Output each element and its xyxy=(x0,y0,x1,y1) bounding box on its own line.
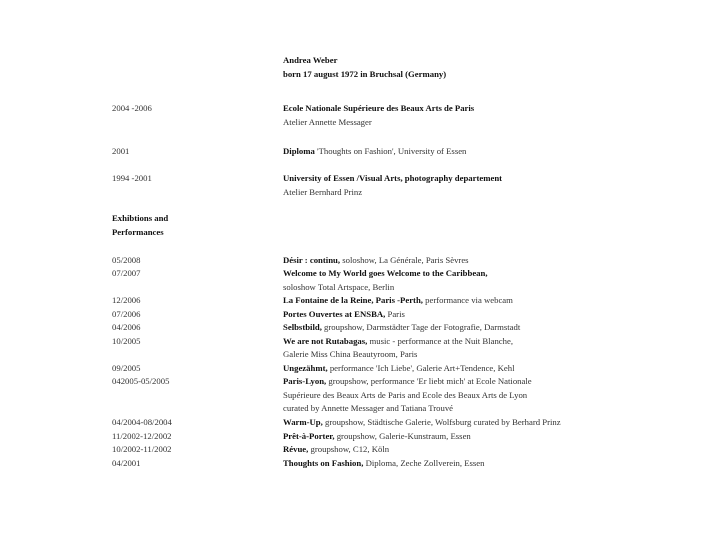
exhibition-date: 05/2008 xyxy=(112,255,141,265)
entry-date: 2004 -2006 xyxy=(112,103,152,113)
exhibition-date: 10/2002-11/2002 xyxy=(112,444,172,454)
exhibition-entry: Warm-Up, groupshow, Städtische Galerie, Wolfsburg curated by Berhard Prinz xyxy=(283,417,561,427)
exhibition-date: 04/2006 xyxy=(112,322,141,332)
exhibition-entry: Révue, groupshow, C12, Köln xyxy=(283,444,390,454)
entry-title: University of Essen /Visual Arts, photography departement xyxy=(283,173,503,183)
exhibition-entry: Prêt-à-Porter, groupshow, Galerie-Kunstraum, Essen xyxy=(283,431,471,441)
entry-title: Diploma 'Thoughts on Fashion', University of Essen xyxy=(283,146,467,156)
exhibition-entry: soloshow Total Artspace, Berlin xyxy=(283,282,395,292)
exhibition-date: 07/2007 xyxy=(112,268,141,278)
exhibition-date: 09/2005 xyxy=(112,363,141,373)
exhibition-entry: Supérieure des Beaux Arts de Paris and Ecole des Beaux Arts de Lyon xyxy=(283,390,528,400)
exhibition-entry: We are not Rutabagas, music - performance at the Nuit Blanche, xyxy=(283,336,514,346)
author-name: Andrea Weber xyxy=(283,55,338,65)
entry-detail: Atelier Bernhard Prinz xyxy=(283,187,363,197)
exhibition-date: 04/2004-08/2004 xyxy=(112,417,172,427)
exhibition-date: 04/2001 xyxy=(112,458,141,468)
exhibition-date: 07/2006 xyxy=(112,309,141,319)
exhibition-entry: La Fontaine de la Reine, Paris -Perth, performance via webcam xyxy=(283,295,513,305)
entry-title: Ecole Nationale Supérieure des Beaux Arts de Paris xyxy=(283,103,475,113)
entry-detail: Atelier Annette Messager xyxy=(283,117,372,127)
exhibition-entry: Welcome to My World goes Welcome to the Caribbean, xyxy=(283,268,488,278)
exhibition-entry: Paris-Lyon, groupshow, performance 'Er liebt mich' at Ecole Nationale xyxy=(283,376,532,386)
exhibition-date: 12/2006 xyxy=(112,295,141,305)
entry-date: 2001 xyxy=(112,146,130,156)
exhibition-entry: Portes Ouvertes at ENSBA, Paris xyxy=(283,309,405,319)
exhibition-entry: Désir : continu, soloshow, La Générale, Paris Sèvres xyxy=(283,255,469,265)
exhibition-entry: Thoughts on Fashion, Diploma, Zeche Zollverein, Essen xyxy=(283,458,485,468)
exhibition-entry: Selbstbild, groupshow, Darmstädter Tage der Fotografie, Darmstadt xyxy=(283,322,521,332)
section-heading: Exhibtions and xyxy=(112,213,169,223)
exhibition-entry: Ungezähmt, performance 'Ich Liebe', Galerie Art+Tendence, Kehl xyxy=(283,363,515,373)
entry-date: 1994 -2001 xyxy=(112,173,152,183)
author-birth: born 17 august 1972 in Bruchsal (Germany) xyxy=(283,69,447,79)
exhibition-entry: Galerie Miss China Beautyroom, Paris xyxy=(283,349,418,359)
exhibition-date: 042005-05/2005 xyxy=(112,376,170,386)
exhibition-entry: curated by Annette Messager and Tatiana Trouvé xyxy=(283,403,454,413)
exhibition-date: 10/2005 xyxy=(112,336,141,346)
exhibition-date: 11/2002-12/2002 xyxy=(112,431,172,441)
section-heading: Performances xyxy=(112,227,164,237)
